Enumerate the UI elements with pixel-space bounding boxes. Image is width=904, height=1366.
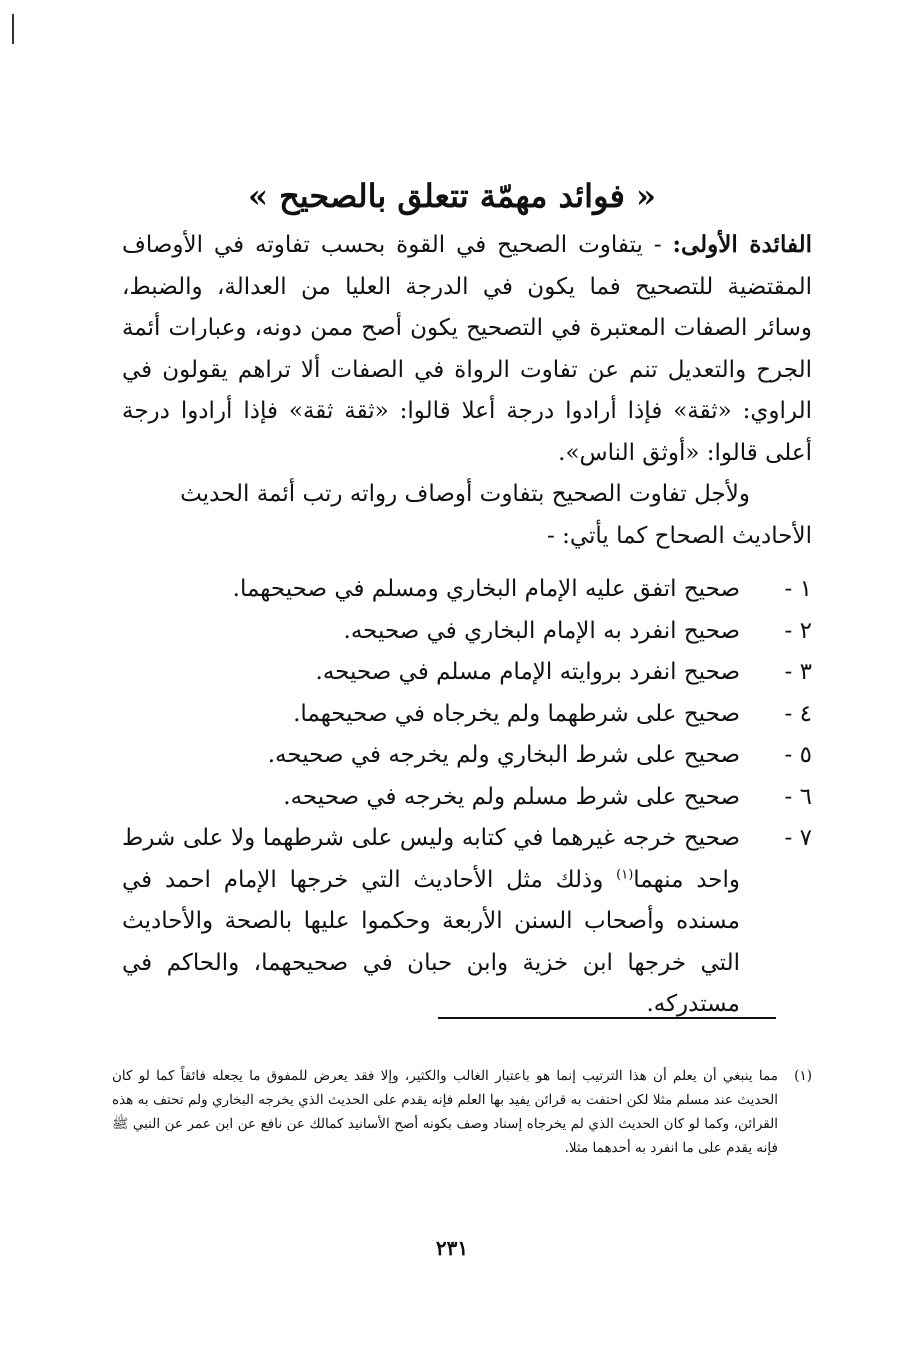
- rank-item-2: [122, 611, 812, 653]
- first-benefit-text: - يتفاوت الصحيح في القوة بحسب تفاوته في الأوصاف المقتضية للتصحيح فما يكون في الدرجة العليا من العدالة، والضبط، وسائر الصفات المعتبرة في التصحيح يكون أصح ممن دونه، وعبارات أئمة الجرح والتعديل تنم عن تفاوت الرواة في الصفات ألا تراهم يقولون في الراوي: «ثقة» فإذا أرادوا درجة أعلا قالوا: «ثقة ثقة» فإذا أرادوا درجة أعلى قالوا: «أوثق الناس».: [122, 232, 812, 466]
- footnote: [112, 1064, 812, 1160]
- rank-text: صحيح اتفق عليه الإمام البخاري ومسلم في صحيحهما.: [232, 576, 740, 602]
- footnote-divider: [438, 1017, 776, 1019]
- ranks-intro-line-1: ولأجل تفاوت الصحيح بتفاوت أوصاف رواته رتب أئمة الحديث: [180, 481, 750, 507]
- rank-item-7: [122, 818, 812, 1026]
- footnote-number: (١): [794, 1068, 812, 1084]
- rank-number: ٦ -: [784, 783, 812, 810]
- page-number: ٢٣١: [435, 1236, 469, 1260]
- footnote-text: مما ينبغي أن يعلم أن هذا الترتيب إنما هو باعتبار الغالب والكثير، وإلا فقد يعرض للمفوق ما يجعله فائقاً كما لو كان الحديث عند مسلم مثلا لكن احتفت به قرائن يفيد بها العلم فإنه يقدم على الحديث الذي يخرجه البخاري ولم تحتف به هذه القرائن، وكما لو كان الحديث الذي لم يخرجاه إسناد وصف بكونه أصح الأسانيد كمالك عن نافع عن ابن عمر عن النبي ﷺ فإنه يقدم على ما انفرد به أحدهما مثلا.: [112, 1068, 778, 1156]
- rank-text: صحيح انفرد بروايته الإمام مسلم في صحيحه.: [315, 659, 740, 685]
- rank-item-3: [122, 652, 812, 694]
- ranks-list: [122, 569, 812, 1026]
- rank-7-text-b: وذلك مثل الأحاديث التي خرجها الإمام احمد في مسنده وأصحاب السنن الأربعة وحكموا عليها بالصحة والأحاديث التي خرجها ابن خزية وابن حبان في صحيحهما، والحاكم في مستدركه.: [122, 866, 740, 1017]
- rank-number: ٢ -: [784, 617, 812, 644]
- rank-number: ٧ -: [784, 825, 812, 851]
- rank-7-text: [122, 818, 740, 1026]
- footnote-reference[interactable]: (١): [616, 866, 634, 882]
- rank-number: ١ -: [784, 576, 812, 602]
- rank-text: صحيح على شرط البخاري ولم يخرجه في صحيحه.: [267, 742, 740, 768]
- first-benefit-paragraph: [122, 224, 812, 474]
- rank-number: ٥ -: [784, 742, 812, 768]
- rank-7-text-a: صحيح خرجه غيرهما في كتابه وليس على شرطهما ولا على شرط واحد منهما: [122, 825, 741, 893]
- rank-number: ٣ -: [784, 659, 812, 685]
- rank-text: صحيح انفرد به الإمام البخاري في صحيحه.: [343, 617, 740, 644]
- ranks-intro-paragraph: [122, 474, 812, 557]
- rank-item-6: [122, 777, 812, 819]
- rank-item-5: [122, 735, 812, 777]
- rank-text: صحيح على شرطهما ولم يخرجاه في صحيحهما.: [293, 700, 740, 727]
- section-title: « فوائد مهمّة تتعلق بالصحيح »: [247, 177, 657, 215]
- first-benefit-label: الفائدة الأولى:: [672, 231, 813, 258]
- rank-item-4: [122, 694, 812, 736]
- ranks-intro-line-2: الأحاديث الصحاح كما يأتي: -: [546, 522, 812, 549]
- rank-item-1: [122, 569, 812, 611]
- rank-number: ٤ -: [784, 700, 812, 727]
- rank-text: صحيح على شرط مسلم ولم يخرجه في صحيحه.: [283, 783, 740, 810]
